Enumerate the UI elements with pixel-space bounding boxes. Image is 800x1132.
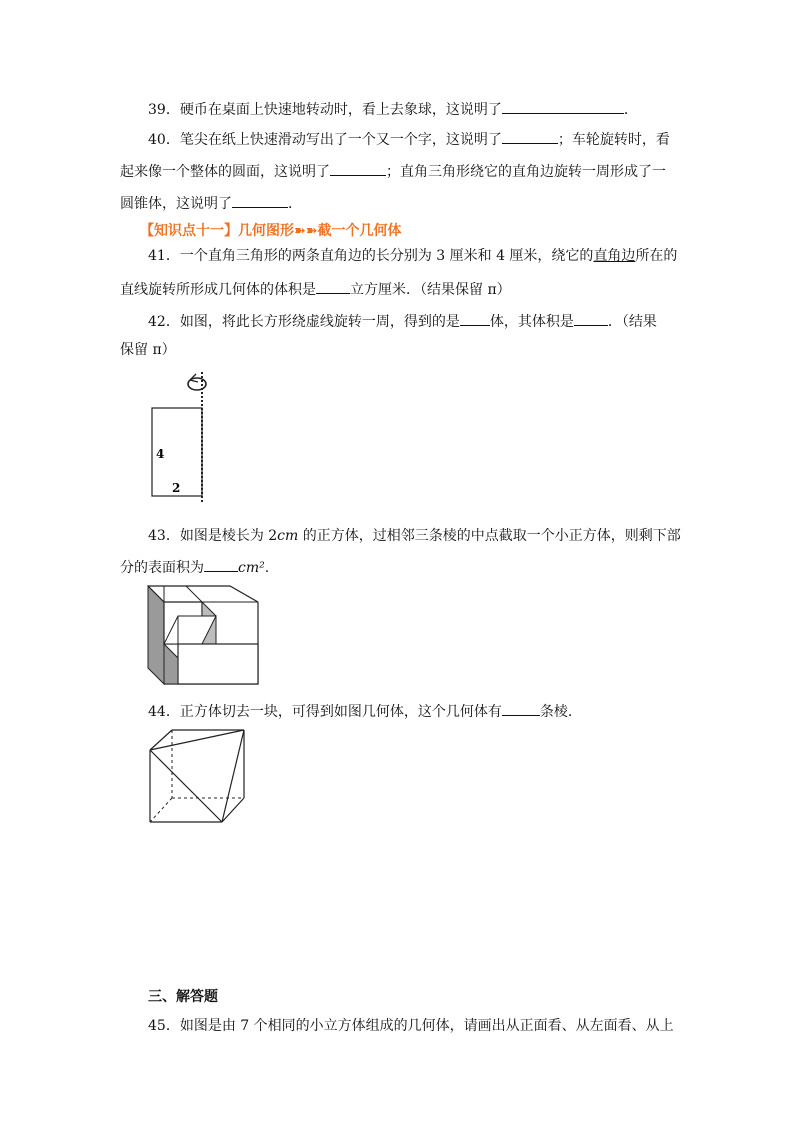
q39-text: 39．硬币在桌面上快速地转动时，看上去象球，这说明了 (148, 102, 502, 118)
width-label: 2 (172, 481, 181, 495)
q44-blank[interactable] (502, 700, 540, 716)
q43-blank[interactable] (204, 556, 238, 572)
question-39: 39．硬币在桌面上快速地转动时，看上去象球，这说明了 ． (148, 98, 638, 120)
question-40-line2: 起来像一个整体的圆面，这说明了 ；直角三角形绕它的直角边旋转一周形成了一 (120, 160, 666, 182)
q40-blank-1[interactable] (502, 128, 558, 144)
q39-blank[interactable] (502, 98, 624, 114)
section-heading-knowledge-11: 【知识点十一】几何图形➽➽截一个几何体 (140, 223, 402, 239)
question-44: 44．正方体切去一块，可得到如图几何体，这个几何体有 条棱. (148, 700, 572, 722)
cut-corner-cube-figure (144, 726, 248, 826)
question-45: 45．如图是由 7 个相同的小立方体组成的几何体，请画出从正面看、从左面看、从上 (148, 1018, 674, 1034)
section-answer-questions: 三、解答题 (148, 989, 218, 1005)
q41-underlined-term: 直角边 (593, 248, 636, 264)
question-41-line2: 直线旋转所形成几何体的体积是 立方厘米．（结果保留 π） (120, 278, 511, 300)
question-40-line3: 圆锥体，这说明了 ． (120, 192, 302, 214)
question-42-line2: 保留 π） (120, 342, 176, 358)
question-43-line1: 43．如图是棱长为 2cm 的正方体，过相邻三条棱的中点截取一个小正方体，则剩下部 (148, 528, 681, 544)
q42-blank-2[interactable] (574, 310, 608, 326)
question-41-line1: 41．一个直角三角形的两条直角边的长分别为 3 厘米和 4 厘米，绕它的直角边所在的 (148, 248, 678, 264)
question-43-line2: 分的表面积为 cm². (120, 556, 269, 578)
height-label: 4 (156, 447, 165, 461)
rotation-rectangle-figure (140, 368, 220, 508)
q40-blank-2[interactable] (330, 160, 386, 176)
q41-blank[interactable] (316, 278, 350, 294)
q42-blank-1[interactable] (460, 310, 490, 326)
question-42-line1: 42．如图，将此长方形绕虚线旋转一周，得到的是 体，其体积是 ．（结果 (148, 310, 657, 332)
question-40-line1: 40．笔尖在纸上快速滑动写出了一个又一个字，这说明了 ；车轮旋转时，看 (148, 128, 670, 150)
cut-cube-figure (146, 582, 262, 686)
q40-blank-3[interactable] (232, 192, 288, 208)
